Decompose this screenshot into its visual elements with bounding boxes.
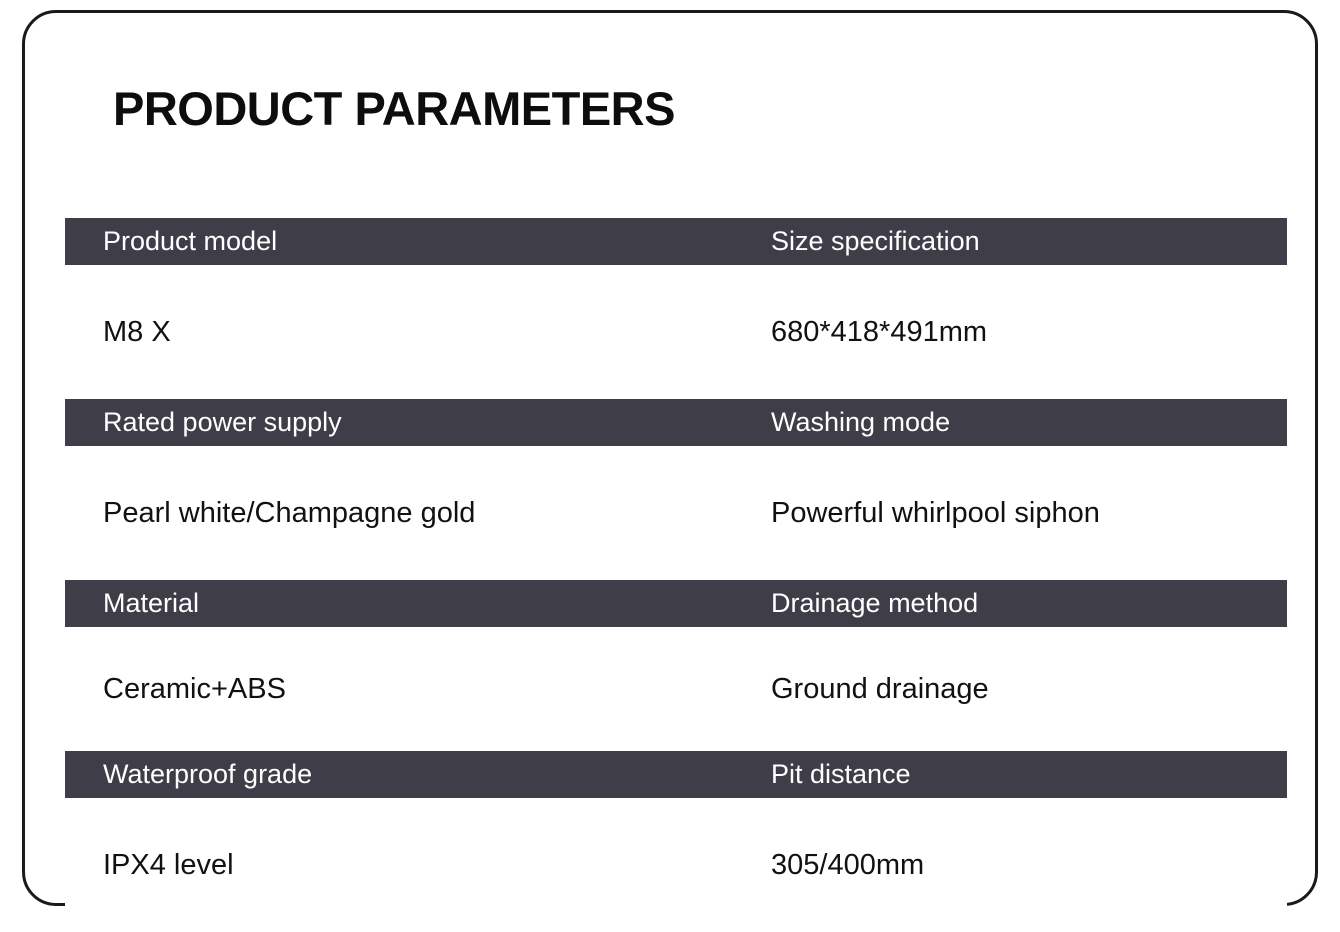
- value-cell-material: Ceramic+ABS: [103, 672, 286, 705]
- value-cell-product-model: M8 X: [103, 315, 171, 348]
- table-header-row: [65, 399, 1287, 446]
- header-cell-rated-power-supply: Rated power supply: [103, 407, 342, 437]
- page-title: PRODUCT PARAMETERS: [113, 82, 675, 135]
- header-cell-material: Material: [103, 588, 200, 618]
- table-header-row: [65, 218, 1287, 265]
- table-header-row: [65, 751, 1287, 798]
- value-cell-waterproof-grade: IPX4 level: [103, 848, 234, 881]
- header-cell-pit-distance: Pit distance: [771, 759, 911, 789]
- value-cell-pit-distance: 305/400mm: [771, 848, 925, 881]
- product-parameters-card: [22, 10, 1318, 906]
- value-cell-washing-mode: Powerful whirlpool siphon: [771, 496, 1100, 529]
- table-row: [65, 446, 1287, 580]
- table-row: [65, 627, 1287, 751]
- value-cell-rated-power-supply: Pearl white/Champagne gold: [103, 496, 476, 529]
- value-cell-size-specification: 680*418*491mm: [771, 315, 988, 348]
- header-cell-waterproof-grade: Waterproof grade: [103, 759, 313, 789]
- header-cell-size-specification: Size specification: [771, 226, 980, 256]
- table-header-row: [65, 580, 1287, 627]
- spec-table: [65, 218, 1287, 932]
- table-row: [65, 798, 1287, 932]
- table-row: [65, 265, 1287, 399]
- header-cell-drainage-method: Drainage method: [771, 588, 979, 618]
- header-cell-product-model: Product model: [103, 226, 278, 256]
- header-cell-washing-mode: Washing mode: [771, 407, 951, 437]
- value-cell-drainage-method: Ground drainage: [771, 672, 989, 705]
